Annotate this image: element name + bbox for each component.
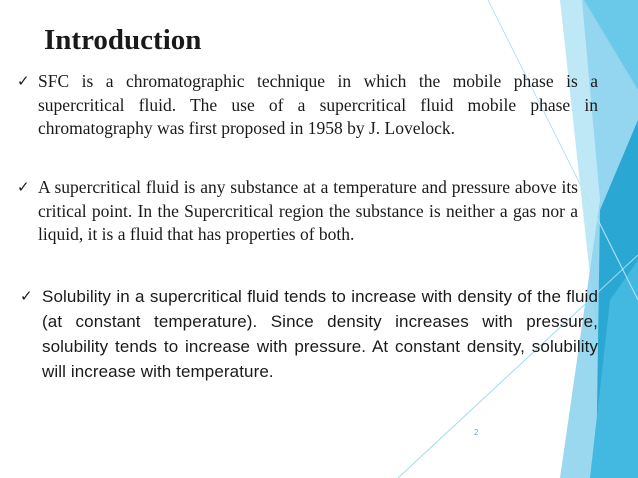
check-mark-icon: ✓: [17, 178, 30, 196]
check-mark-icon: ✓: [20, 287, 33, 305]
bullet-item: [17, 176, 578, 247]
check-mark-icon: ✓: [17, 72, 30, 90]
bullet-text: A supercritical fluid is any substance at a temperature and pressure above its critical point. In the Supercritical region the substance is neither a gas nor a liquid, it is a fluid that has properties of both.: [38, 177, 578, 244]
bullet-item: [20, 284, 598, 384]
bullet-item: [17, 70, 598, 141]
bullet-text: SFC is a chromatographic technique in which the mobile phase is a supercritical fluid. The use of a supercritical fluid mobile phase in chromatography was first proposed in 1958 by J. Lovelock.: [38, 71, 598, 138]
bullet-text: Solubility in a supercritical fluid tends to increase with density of the fluid (at constant temperature). Since density increases with pressure, solubility tends to increase with pressure. At constant density, solubility will increase with temperature.: [42, 287, 598, 381]
page-number: 2: [474, 428, 479, 437]
slide-title: Introduction: [44, 24, 202, 56]
